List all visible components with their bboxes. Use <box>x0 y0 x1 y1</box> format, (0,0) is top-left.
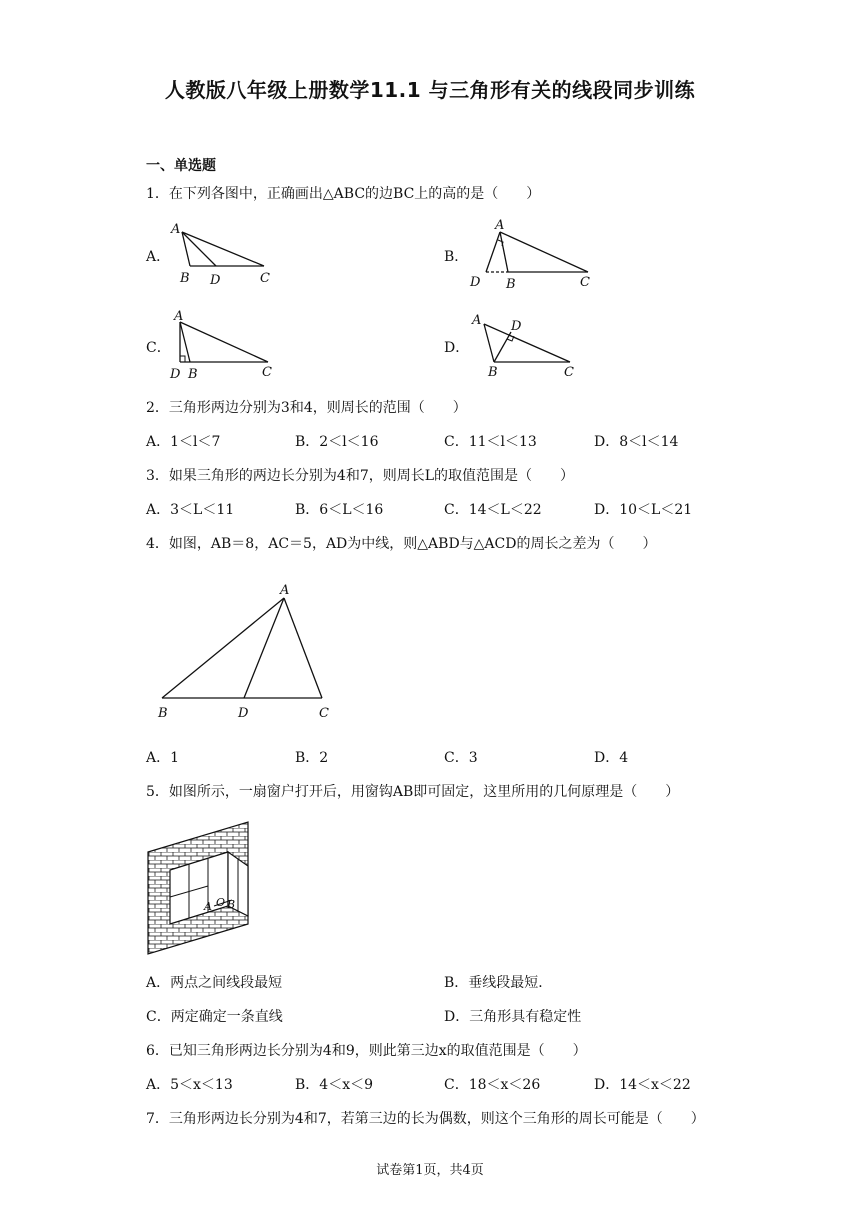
q5-option-b: B．垂线段最短． <box>444 975 553 991</box>
q1b-label-B: B <box>506 277 516 292</box>
question-7-stem: 7．三角形两边长分别为4和7，若第三边的长为偶数，则这个三角形的周长可能是（ ） <box>146 1111 705 1127</box>
q4-label-A: A <box>280 583 290 598</box>
q1b-label-C: C <box>580 275 590 290</box>
q1-option-b-label: B． <box>444 249 469 265</box>
q1d-label-D: D <box>511 319 522 334</box>
q4-label-D: D <box>238 706 249 721</box>
q4-figure <box>150 580 350 730</box>
q4-label-B: B <box>158 706 168 721</box>
q1-figure-b <box>466 216 596 294</box>
q2-option-a: A．1＜l＜7 <box>146 434 221 450</box>
q2-option-c: C．11＜l＜13 <box>444 434 537 450</box>
q6-option-b: B．4＜x＜9 <box>295 1077 373 1093</box>
q4-option-b: B．2 <box>295 750 329 766</box>
question-5-stem: 5．如图所示，一扇窗户打开后，用窗钩AB即可固定，这里所用的几何原理是（ ） <box>146 784 680 800</box>
q5-window-figure <box>146 820 256 956</box>
q4-option-c: C．3 <box>444 750 478 766</box>
q1c-label-A: A <box>174 309 184 324</box>
q1a-label-D: D <box>210 273 221 288</box>
page-title: 人教版八年级上册数学11.1 与三角形有关的线段同步训练 <box>164 78 696 102</box>
q6-option-a: A．5＜x＜13 <box>146 1077 233 1093</box>
q2-option-b: B．2＜l＜16 <box>295 434 379 450</box>
q1c-label-B: B <box>188 367 198 382</box>
q4-option-a: A．1 <box>146 750 180 766</box>
q3-option-a: A．3＜L＜11 <box>146 502 235 518</box>
q5-option-d: D．三角形具有稳定性 <box>444 1009 582 1025</box>
q3-option-c: C．14＜L＜22 <box>444 502 542 518</box>
q1c-label-C: C <box>262 365 272 380</box>
question-6-stem: 6．已知三角形两边长分别为4和9，则此第三边x的取值范围是（ ） <box>146 1043 587 1059</box>
q1-figure-d <box>466 310 596 386</box>
q6-option-d: D．14＜x＜22 <box>594 1077 691 1093</box>
q1a-label-A: A <box>171 222 181 237</box>
question-4-stem: 4．如图，AB＝8，AC＝5，AD为中线，则△ABD与△ACD的周长之差为（ ） <box>146 536 657 552</box>
q5-label-A: A <box>204 900 212 913</box>
q3-option-b: B．6＜L＜16 <box>295 502 384 518</box>
q3-option-d: D．10＜L＜21 <box>594 502 693 518</box>
q4-option-d: D．4 <box>594 750 629 766</box>
q1-figure-a <box>168 220 278 290</box>
q1a-label-B: B <box>180 271 190 286</box>
question-1-stem: 1．在下列各图中，正确画出△ABC的边BC上的高的是（ ） <box>146 186 541 202</box>
q1d-label-A: A <box>472 313 482 328</box>
q5-option-c: C．两定确定一条直线 <box>146 1009 283 1025</box>
section-heading: 一、单选题 <box>146 158 216 174</box>
q1-figure-c <box>166 308 286 386</box>
q4-label-C: C <box>319 706 329 721</box>
q1b-label-A: A <box>495 218 505 233</box>
question-2-stem: 2．三角形两边分别为3和4，则周长的范围（ ） <box>146 400 467 416</box>
q1-option-d-label: D． <box>444 340 470 356</box>
q1-option-a-label: A． <box>146 249 171 265</box>
q1d-label-C: C <box>564 365 574 380</box>
q1c-label-D: D <box>170 367 181 382</box>
q1d-label-B: B <box>488 365 498 380</box>
page-footer: 试卷第1页，共4页 <box>376 1163 484 1178</box>
q5-label-B: B <box>227 898 236 911</box>
q1b-label-D: D <box>470 275 481 290</box>
q6-option-c: C．18＜x＜26 <box>444 1077 541 1093</box>
q5-label-O: O <box>216 896 226 909</box>
question-3-stem: 3．如果三角形的两边长分别为4和7，则周长L的取值范围是（ ） <box>146 468 575 484</box>
q5-option-a: A．两点之间线段最短 <box>146 975 283 991</box>
q2-option-d: D．8＜l＜14 <box>594 434 679 450</box>
q1-option-c-label: C． <box>146 340 171 356</box>
q1a-label-C: C <box>260 271 270 286</box>
